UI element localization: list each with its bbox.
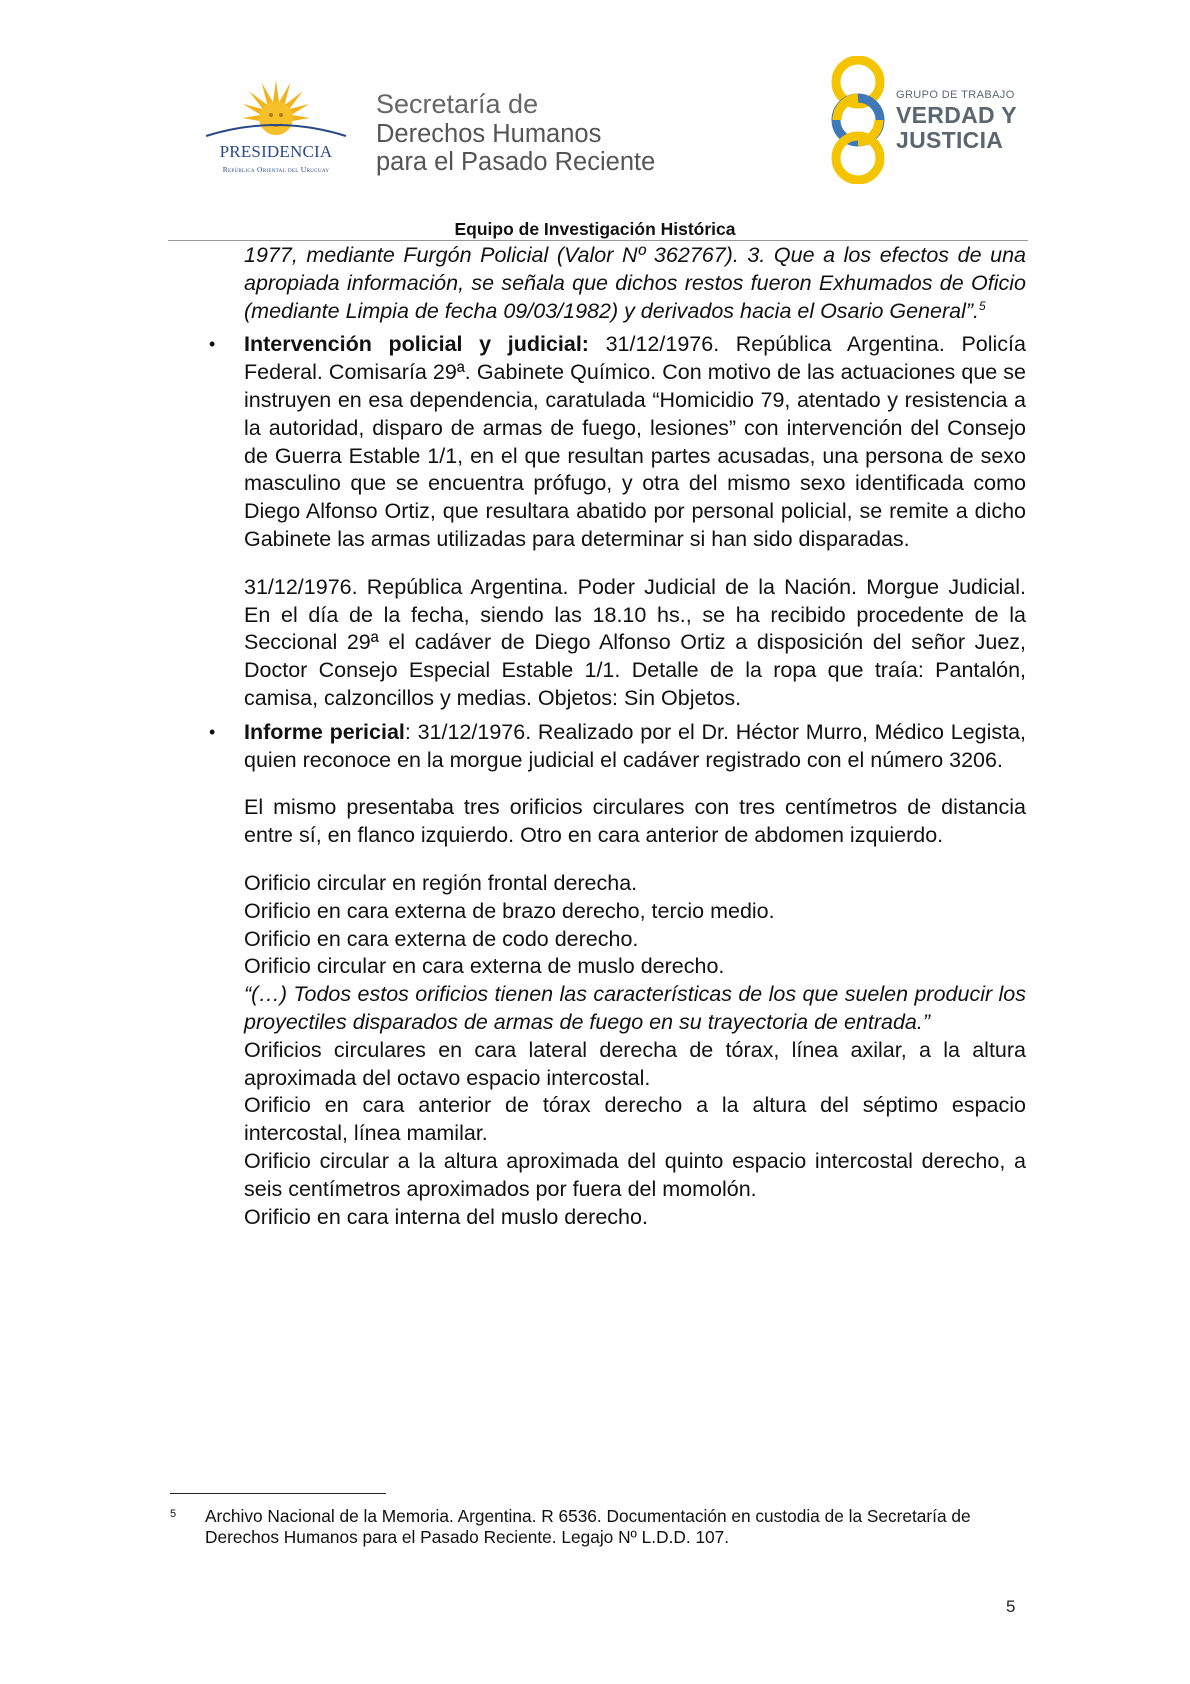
- list-item: [209, 331, 1026, 712]
- secretaria-line-3: para el Pasado Reciente: [376, 147, 656, 176]
- gtvj-line-1: GRUPO DE TRABAJO: [896, 89, 1015, 101]
- bullet-icon: •: [209, 334, 216, 355]
- bullet-icon: •: [209, 721, 216, 742]
- document-body: [209, 242, 1026, 1231]
- team-label: Equipo de Investigación Histórica: [454, 219, 736, 239]
- gtvj-line-2: VERDAD Y: [896, 102, 1017, 128]
- verdad-justicia-logo: [820, 56, 1030, 184]
- gtvj-line-3: JUSTICIA: [896, 127, 1004, 153]
- interlocked-rings-icon: [820, 56, 896, 184]
- footnote-text: Archivo Nacional de la Memoria. Argentina. R 6536. Documentación en custodia de la Secretaría de Derechos Humanos para el Pasado Reciente. Legajo Nº L.D.D. 107.: [205, 1506, 971, 1547]
- page-number: 5: [1006, 1597, 1016, 1616]
- item-heading: Informe pericial: [244, 719, 405, 744]
- item-text: 31/12/1976. República Argentina. Policía Federal. Comisaría 29ª. Gabinete Químico. Con motivo de las actuaciones que se instruyen en esa dependencia, caratulada “Homicidio 79, atentado y resistencia a la autoridad, disparo de armas de fuego, lesiones” con intervención del Consejo de Guerra Estable 1/1, en el que resultan partes acusadas, una persona de sexo masculino que se encuentra prófugo, y otra del mismo sexo identificada como Diego Alfonso Ortiz, que resultara abatido por personal policial, se remite a dicho Gabinete las armas utilizadas para determinar si han sido disparadas.: [244, 332, 1026, 551]
- finding-line: Orificio en cara interna del muslo derecho.: [244, 1204, 648, 1229]
- list-item-paragraph: 31/12/1976. República Argentina. Poder Judicial de la Nación. Morgue Judicial. En el día de la fecha, siendo las 18.10 hs., se ha recibido procedente de la Seccional 29ª el cadáver de Diego Alfonso Ortiz a disposición del señor Juez, Doctor Consejo Especial Estable 1/1. Detalle de la ropa que traía: Pantalón, camisa, calzoncillos y medias. Objetos: Sin Objetos.: [244, 574, 1026, 710]
- quote-paragraph: “(…) Todos estos orificios tienen las características de los que suelen producir los proyectiles disparados de armas de fuego en su trayectoria de entrada.”: [244, 982, 1026, 1034]
- finding-line: Orificio circular en región frontal derecha.: [244, 870, 638, 895]
- footnote-reference: 5: [979, 298, 986, 313]
- footnote-number: 5: [170, 1508, 177, 1520]
- footnote-divider: [170, 1493, 386, 1494]
- finding-line: Orificio circular a la altura aproximada del quinto espacio intercostal derecho, a seis centímetros aproximados por fuera del momolón.: [244, 1148, 1026, 1201]
- presidencia-name: PRESIDENCIA: [219, 142, 333, 161]
- continuation-paragraph: [244, 242, 1026, 325]
- secretaria-line-2: Derechos Humanos: [376, 119, 602, 148]
- list-item-paragraph: [244, 719, 1026, 775]
- footnote: [170, 1506, 1030, 1548]
- presidencia-subtitle: República Oriental del Uruguay: [222, 165, 330, 174]
- finding-line: Orificios circulares en cara lateral derecha de tórax, línea axilar, a la altura aproximada del octavo espacio intercostal.: [244, 1037, 1026, 1090]
- finding-line: Orificio en cara externa de brazo derecho, tercio medio.: [244, 898, 775, 923]
- header-divider: [168, 240, 1028, 241]
- presidencia-logo: [196, 78, 356, 178]
- sun-emblem-icon: [196, 78, 356, 142]
- list-item-paragraph: El mismo presentaba tres orificios circulares con tres centímetros de distancia entre sí, en flanco izquierdo. Otro en cara anterior de abdomen izquierdo.: [244, 795, 1026, 848]
- finding-line: Orificio en cara externa de codo derecho.: [244, 926, 639, 951]
- continuation-text: 1977, mediante Furgón Policial (Valor Nº 362767). 3. Que a los efectos de una apropiada información, se señala que dichos restos fueron Exhumados de Oficio (mediante Limpia de fecha 09/03/1982) y derivados hacia el Osario General”.: [244, 243, 1026, 323]
- list-item-paragraph: [244, 331, 1026, 553]
- item-text: : 31/12/1976. Realizado por el Dr. Héctor Murro, Médico Legista, quien reconoce en la morgue judicial el cadáver registrado con el número 3206.: [244, 719, 1026, 772]
- secretaria-line-1: Secretaría de: [376, 89, 539, 119]
- finding-line: Orificio en cara anterior de tórax derecho a la altura del séptimo espacio intercostal, línea mamilar.: [244, 1093, 1026, 1146]
- finding-line: Orificio circular en cara externa de muslo derecho.: [244, 954, 725, 979]
- list-item: [209, 719, 1026, 1232]
- item-heading: Intervención policial y judicial:: [244, 332, 589, 357]
- findings-block: [244, 870, 1026, 1231]
- secretaria-title: [376, 90, 655, 176]
